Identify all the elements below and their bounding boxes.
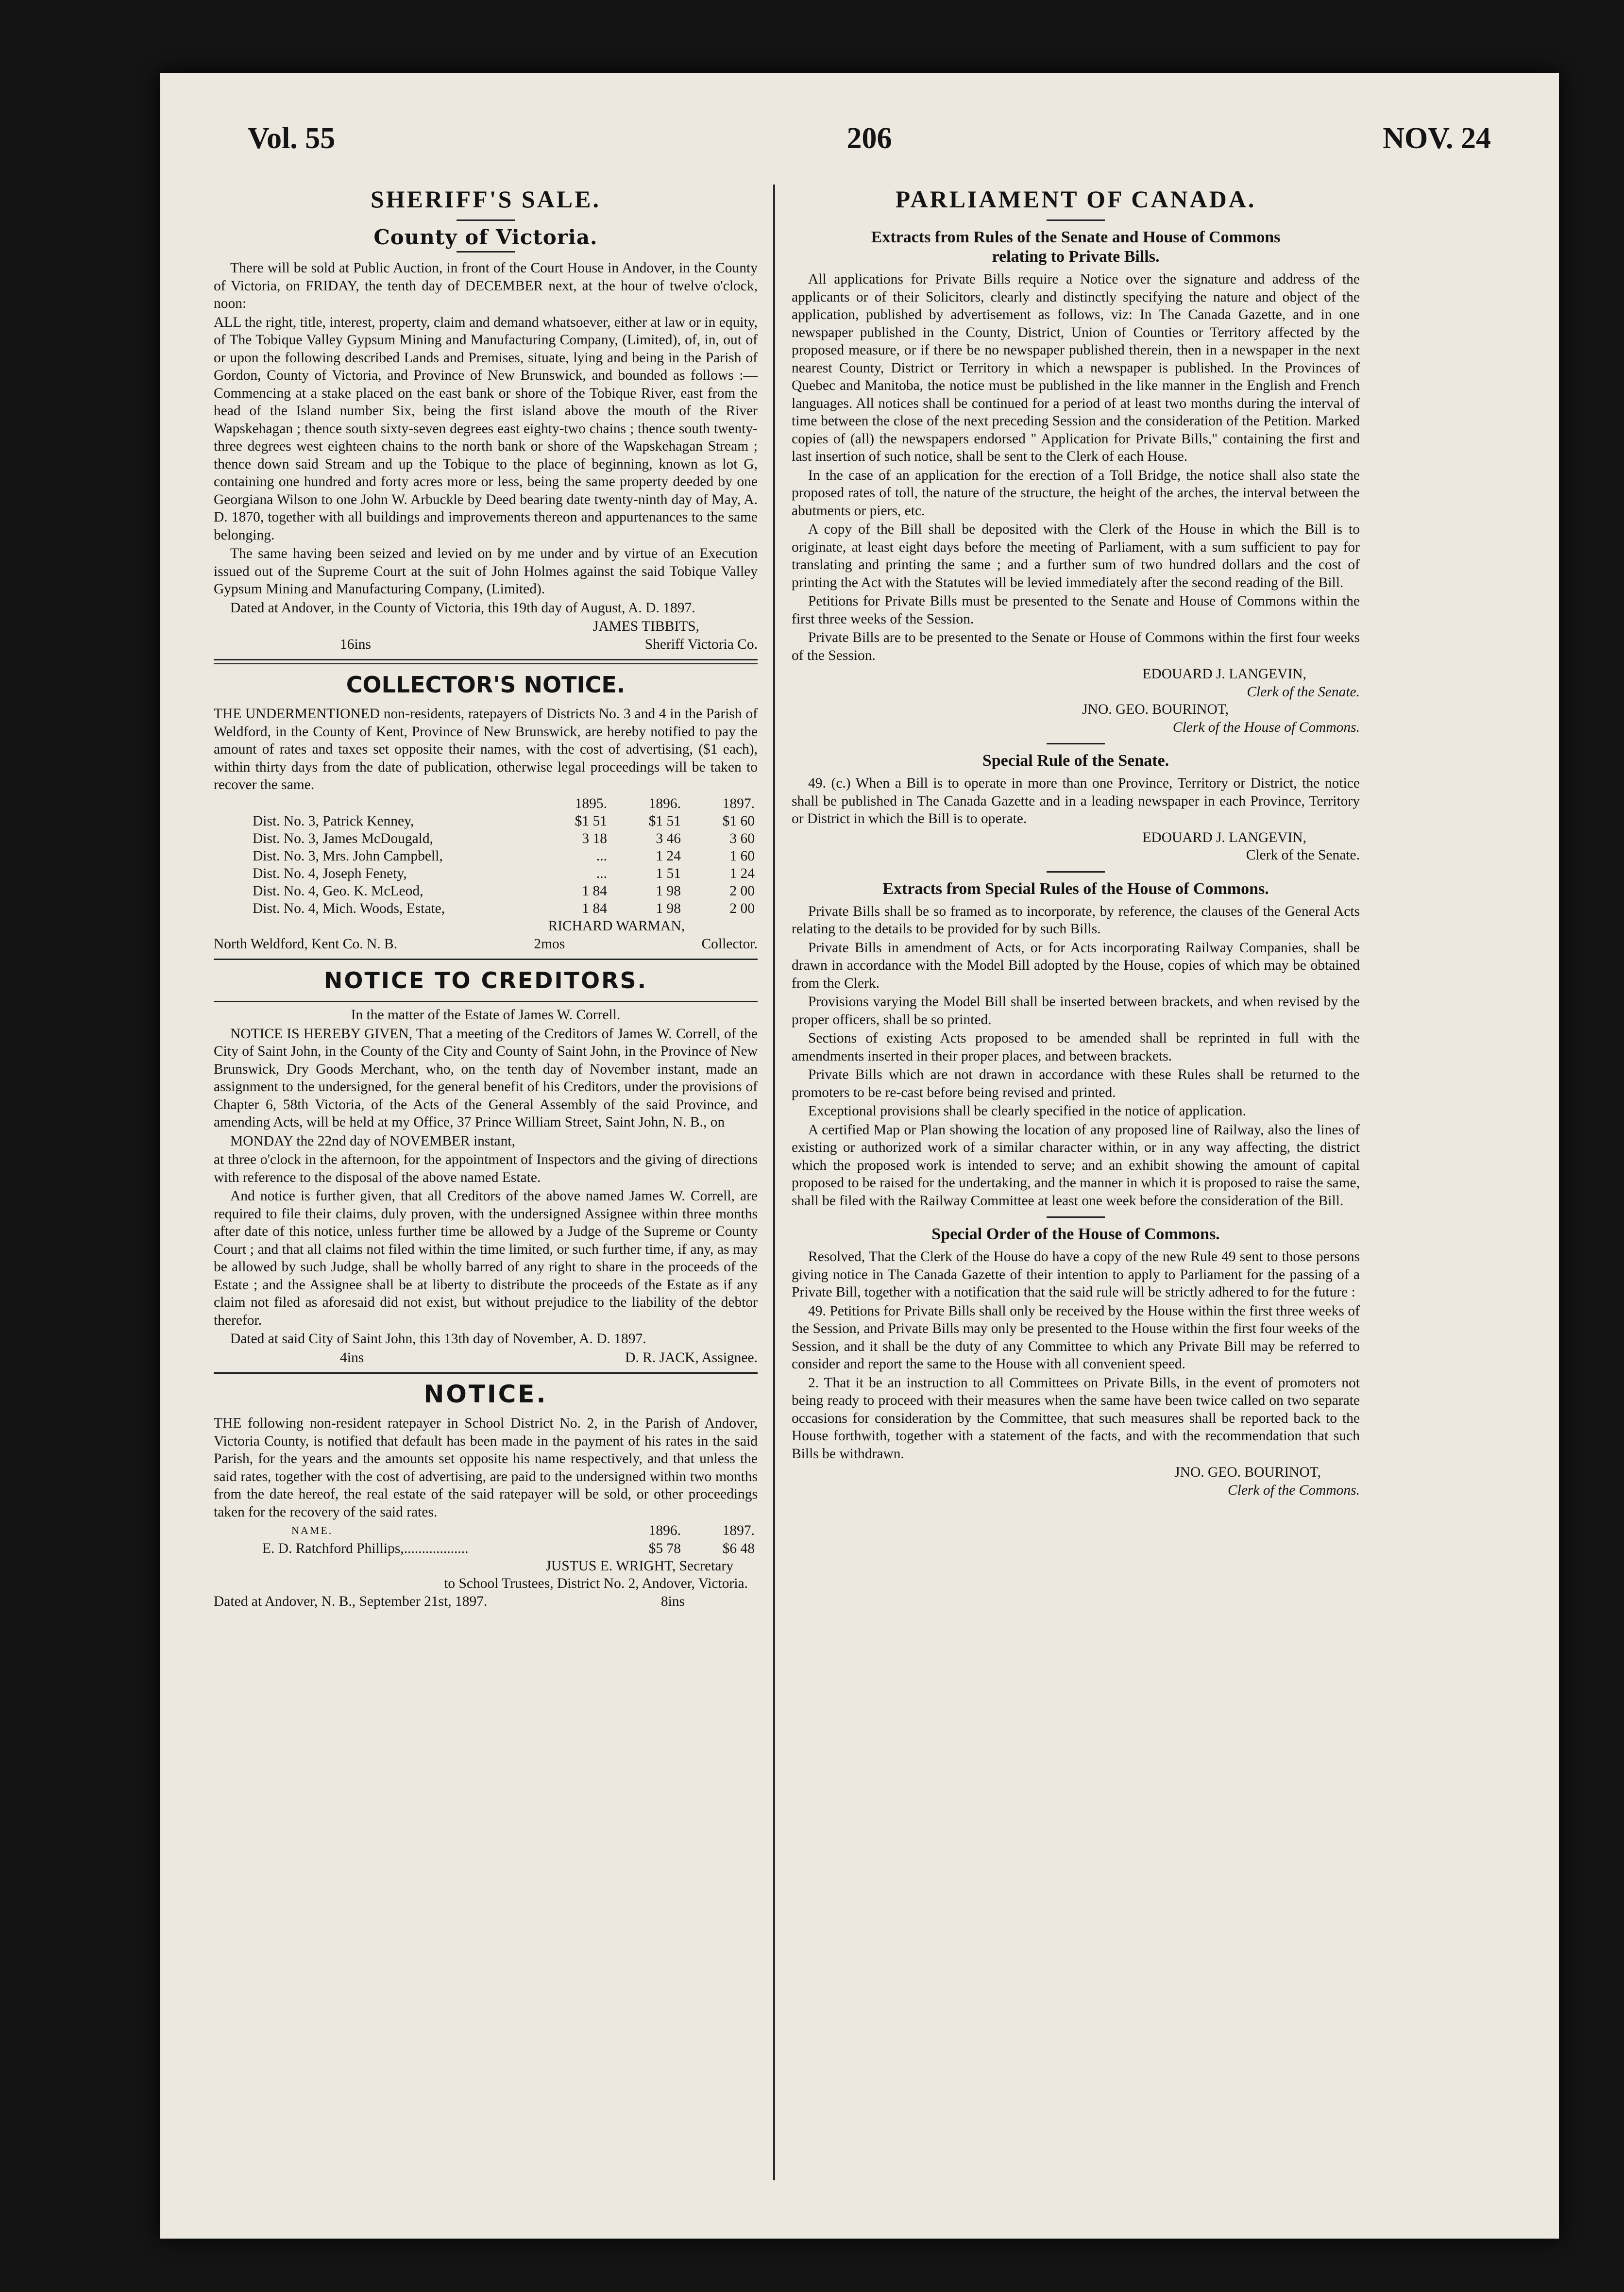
table-row [214, 1540, 758, 1557]
row-val: 1 51 [656, 866, 681, 881]
divider [214, 959, 758, 960]
parliament-p10: Sections of existing Acts proposed to be amended shall be reprinted in full with the amendments inserted in their proper places, and between brackets. [792, 1030, 1360, 1064]
school-notice-title: NOTICE. [423, 1380, 548, 1408]
parliament-sub1: Extracts from Rules of the Senate and House of Commons relating to Private Bills. [871, 228, 1281, 266]
creditors-p2: MONDAY the 22nd day of NOVEMBER instant, [230, 1133, 515, 1149]
collector-notice [214, 670, 758, 953]
row-name: Dist. No. 4, Joseph Fenety, [253, 866, 407, 881]
school-notice-ins: 8ins [660, 1593, 685, 1609]
parliament-p3: A copy of the Bill shall be deposited with the Clerk of the House in which the Bill is to originate, at least eight days before the meeting of Parliament, with a sum sufficient to pay for translating and printing the same ; and a further sum of two hundred dollars and the cost of printing the Act with the Statutes will be levied immediately after the second reading of the Bill. [792, 522, 1360, 590]
row-val: 1 98 [656, 901, 681, 916]
sheriff-sale-title: SHERIFF'S SALE. [370, 185, 601, 213]
divider [214, 1001, 758, 1002]
row-name: Dist. No. 3, Mrs. John Campbell, [253, 848, 443, 864]
row-val: ... [596, 848, 607, 864]
sig-langevin-2: EDOUARD J. LANGEVIN, [1142, 829, 1306, 845]
table-row [214, 882, 758, 900]
creditors-signer: D. R. JACK, Assignee. [625, 1349, 758, 1365]
table-row [214, 830, 758, 847]
collector-signer-title: Collector. [701, 936, 758, 952]
divider [214, 659, 758, 664]
row-val: 1 84 [582, 883, 607, 899]
parliament-p8: Private Bills in amendment of Acts, or for Acts incorporating Railway Companies, shall be drawn in accordance with the Model Bill adopted by the House, copies of which may be obtained from the Clerk. [792, 940, 1360, 991]
sheriff-p3: The same having been seized and levied on by me under and by virtue of an Execution issued out of the Supreme Court at the suit of John Holmes against the said Tobique Valley Gypsum Mining and Manufacturing Company, (Limited). [214, 546, 758, 597]
right-column [792, 180, 1360, 2200]
divider [214, 1372, 758, 1374]
page-header [248, 121, 1491, 175]
divider [1047, 1216, 1105, 1218]
parliament-p5: Private Bills are to be presented to the Senate or House of Commons within the first four weeks of the Session. [792, 630, 1360, 663]
sig-bourinot: JNO. GEO. BOURINOT, [1082, 702, 1229, 717]
row-name: E. D. Ratchford Phillips,.................. [262, 1540, 469, 1556]
parliament-p14: Resolved, That the Clerk of the House do have a copy of the new Rule 49 sent to those persons giving notice in The Canada Gazette of their intention to apply to Parliament for the passing of a Private Bill, together with a notification that the said rule will be strictly adhered to for the future : [792, 1249, 1360, 1300]
collector-mos: 2mos [534, 936, 565, 952]
parliament-p15: 49. Petitions for Private Bills shall only be received by the House within the first three weeks of the Session, and Private Bills may only be presented to the House within the first four weeks of the Session, and it shall be the duty of any Committee to which any Private Bill may be referred to consider and report the same to the House with all convenient speed. [792, 1303, 1360, 1372]
sig-bourinot-2-title: Clerk of the Commons. [1227, 1482, 1360, 1498]
row-val: 1 84 [582, 901, 607, 916]
collector-place: North Weldford, Kent Co. N. B. [214, 936, 398, 952]
row-val: 1 24 [729, 866, 755, 881]
name-label: NAME. [291, 1524, 333, 1537]
sheriff-sale-notice [214, 185, 758, 653]
row-name: Dist. No. 4, Mich. Woods, Estate, [253, 901, 445, 916]
sheriff-signature-row [214, 636, 758, 654]
row-val: $6 48 [722, 1540, 755, 1556]
year-1897: 1897. [722, 795, 755, 811]
parliament-p6: 49. (c.) When a Bill is to operate in more than one Province, Territory or District, the notice shall be published in The Canada Gazette and in a leading newspaper in each Province, Territory or District in which the Bill is to operate. [792, 775, 1360, 826]
creditors-p1: NOTICE IS HEREBY GIVEN, That a meeting of the Creditors of James W. Correll, of the City of Saint John, in the County of the City and County of Saint John, in the Province of New Brunswick, Dry Goods Merchant, who, on the tenth day of November instant, made an assignment to the undersigned, for the general benefit of his Creditors, under the provisions of Chapter 6, 58th Victoria, of the Acts of the General Assembly of the said Province, and amending Acts, will be held at my Office, 37 Prince William Street, Saint John, N. B., on [214, 1026, 758, 1130]
collector-signature-row [214, 935, 758, 953]
table-row [214, 812, 758, 830]
row-name: Dist. No. 3, Patrick Kenney, [253, 813, 414, 829]
year-1896: 1896. [648, 795, 681, 811]
row-val: 1 60 [729, 848, 755, 864]
school-notice-table-header [214, 1522, 758, 1540]
table-row [214, 865, 758, 882]
divider [457, 251, 515, 253]
row-val: 3 60 [729, 831, 755, 846]
creditors-signature-row [214, 1349, 758, 1367]
divider [457, 219, 515, 221]
school-notice [214, 1380, 758, 1610]
issue-date: NOV. 24 [1383, 122, 1491, 155]
page-number: 206 [846, 122, 892, 155]
school-notice-dated-row [214, 1593, 758, 1611]
parliament-p4: Petitions for Private Bills must be presented to the Senate and House of Commons within the first three weeks of the Session. [792, 593, 1360, 627]
sig-bourinot-2: JNO. GEO. BOURINOT, [1174, 1465, 1321, 1480]
newspaper-page [160, 73, 1559, 2239]
sig-bourinot-title: Clerk of the House of Commons. [1172, 719, 1360, 735]
creditors-title: NOTICE TO CREDITORS. [323, 967, 648, 994]
divider [1047, 743, 1105, 744]
collector-table [214, 795, 758, 918]
creditors-p5: Dated at said City of Saint John, this 13th day of November, A. D. 1897. [230, 1331, 646, 1347]
collector-title: COLLECTOR'S NOTICE. [346, 672, 626, 698]
parliament-p1: All applications for Private Bills require a Notice over the signature and address of the applicants or of their Solicitors, clearly and distinctly specifying the nature and object of the application, published by advertisement as follows, viz: In The Canada Gazette, and in one newspaper published in the County, District, Union of Counties or Territory affected by the proposed measure, or if there be no newspaper published therein, then in a newspaper in the next nearest County, District or Territory in which a newspaper is published. In the Provinces of Quebec and Manitoba, the notice must be published in the like manner in the English and French languages. All notices shall be continued for a period of at least two months during the interval of time between the close of the next preceding Session and the consideration of the Petition. Marked copies of (all) the newspapers endorsed " Application for Private Bills," containing the first and last insertion of such notice, shall be sent to the Clerk of each House. [792, 271, 1360, 464]
sig-langevin-2-title: Clerk of the Senate. [1246, 847, 1360, 863]
row-val: $5 78 [648, 1540, 681, 1556]
sheriff-p4: Dated at Andover, in the County of Victoria, this 19th day of August, A. D. 1897. [230, 600, 695, 616]
parliament-sub2: Special Rule of the Senate. [982, 752, 1169, 770]
row-name: Dist. No. 4, Geo. K. McLeod, [253, 883, 423, 899]
row-val: 3 46 [656, 831, 681, 846]
row-val: 3 18 [582, 831, 607, 846]
parliament-p9: Provisions varying the Model Bill shall be inserted between brackets, and when revised by the proper officers, shall be so printed. [792, 994, 1360, 1028]
row-val: $1 51 [575, 813, 607, 829]
divider [1047, 219, 1105, 221]
parliament-sub4: Special Order of the House of Commons. [931, 1225, 1220, 1243]
table-row [214, 900, 758, 917]
creditors-matter: In the matter of the Estate of James W. Correll. [351, 1007, 621, 1023]
creditors-p3: at three o'clock in the afternoon, for the appointment of Inspectors and the giving of directions with reference to the disposal of the above named Estate. [214, 1152, 758, 1185]
volume-label: Vol. 55 [248, 122, 336, 155]
row-val: 2 00 [729, 901, 755, 916]
year-1895: 1895. [575, 795, 607, 811]
school-notice-dated: Dated at Andover, N. B., September 21st, 1897. [214, 1593, 488, 1609]
school-notice-p1: THE following non-resident ratepayer in School District No. 2, in the Parish of Andover, Victoria County, is notified that default has been made in the payment of his rates in the said Parish, for the years and the amounts set opposite his name respectively, and that unless the said rates, together with the cost of advertising, are paid to the undersigned within two months from the date hereof, the real estate of the said ratepayer will be sold, or other proceedings taken for the recovery of the said rates. [214, 1416, 758, 1520]
table-row [214, 847, 758, 865]
parliament-p12: Exceptional provisions shall be clearly specified in the notice of application. [808, 1103, 1246, 1119]
row-name: Dist. No. 3, James McDougald, [253, 831, 433, 846]
row-val: 1 24 [656, 848, 681, 864]
row-val: 2 00 [729, 883, 755, 899]
collector-signer: RICHARD WARMAN, [548, 918, 685, 934]
parliament-sub3: Extracts from Special Rules of the House of Commons. [882, 879, 1269, 898]
row-val: 1 98 [656, 883, 681, 899]
row-val: $1 51 [648, 813, 681, 829]
sig-langevin: EDOUARD J. LANGEVIN, [1142, 666, 1306, 682]
column-divider [773, 185, 775, 2180]
creditors-notice [214, 966, 758, 1366]
sheriff-p1: There will be sold at Public Auction, in front of the Court House in Andover, in the County of Victoria, on FRIDAY, the tenth day of DECEMBER next, at the hour of twelve o'clock, noon: [214, 260, 758, 311]
sheriff-p2: ALL the right, title, interest, property, claim and demand whatsoever, either at law or in equity, of The Tobique Valley Gypsum Mining and Manufacturing Company, (Limited), of, in, out of or upon the following described Lands and Premises, situate, lying and being in the Parish of Gordon, County of Victoria, and Province of New Brunswick, and bounded as follows :—Commencing at a stake placed on the east bank or shore of the Tobique River, east from the head of the Island number Six, being the first island above the mouth of the River Wapskehagan ; thence south sixty-seven degrees east eighty-two chains ; thence south twenty-three degrees west eighteen chains to the north bank or shore of the Wapskehagan Stream ; thence down said Stream and up the Tobique to the place of beginning, known as lot G, containing one hundred and forty acres more or less, being the same property deeded by one Georgiana Wilson to one John W. Arbuckle by Deed bearing date twenty-ninth day of May, A. D. 1870, together with all buildings and improvements thereon and appurtenances to the same belonging. [214, 314, 758, 543]
sheriff-signer-title: Sheriff Victoria Co. [644, 636, 758, 652]
sheriff-ins: 16ins [340, 636, 371, 652]
year-1896: 1896. [648, 1523, 681, 1538]
parliament-p11: Private Bills which are not drawn in accordance with these Rules shall be returned to the promoters to be re-cast before being revised and printed. [792, 1067, 1360, 1100]
year-1897: 1897. [722, 1523, 755, 1538]
row-val: $1 60 [722, 813, 755, 829]
sheriff-sale-subtitle: County of Victoria. [373, 225, 598, 249]
divider [1047, 871, 1105, 873]
sig-langevin-title: Clerk of the Senate. [1247, 684, 1360, 700]
creditors-p4: And notice is further given, that all Creditors of the above named James W. Correll, are required to file their claims, duly proven, with the undersigned Assignee within three months after date of this notice, unless further time be allowed by a Judge of the Supreme or County Court ; and that all claims not filed within the time limited, or such further time, if any, as may be allowed by such Judge, shall be wholly barred of any right to share in the proceeds of the Estate ; and the Assignee shall be at liberty to distribute the proceeds of the Estate as if any claim not filed as aforesaid did not exist, but without prejudice to the liability of the debtor therefor. [214, 1188, 758, 1328]
collector-p1: THE UNDERMENTIONED non-residents, ratepayers of Districts No. 3 and 4 in the Parish of Weldford, in the County of Kent, Province of New Brunswick, are hereby notified to pay the amount of rates and taxes set opposite their names, with the cost of advertising, ($1 each), within thirty days from the date of publication, otherwise legal proceedings will be taken to recover the same. [214, 706, 758, 792]
parliament-p13: A certified Map or Plan showing the location of any proposed line of Railway, also the lines of existing or authorized work of a similar character within, or in any way affecting, the district which the proposed work is intended to serve; and an exhibit showing the amount of capital proposed to be raised for the undertaking, and the manner in which it is proposed to raise the same, shall be filed with the Railway Committee at least one week before the consideration of the Bill. [792, 1122, 1360, 1209]
parliament-title: PARLIAMENT OF CANADA. [895, 185, 1256, 213]
left-column [214, 180, 758, 2200]
creditors-ins: 4ins [340, 1349, 364, 1365]
parliament-p2: In the case of an application for the erection of a Toll Bridge, the notice shall also state the proposed rates of toll, the nature of the structure, the height of the arches, the interval between the abutments or piers, etc. [792, 467, 1360, 519]
school-notice-table [214, 1522, 758, 1557]
school-notice-signer: JUSTUS E. WRIGHT, Secretary [545, 1558, 733, 1574]
school-notice-signer2: to School Trustees, District No. 2, Andover, Victoria. [444, 1576, 748, 1591]
sheriff-signer: JAMES TIBBITS, [592, 619, 699, 634]
parliament-p16: 2. That it be an instruction to all Committees on Private Bills, in the event of promoters not being ready to proceed with their measures when the same have been twice called on two separate occasions for consideration by the Committee, that such measures shall be reported back to the House forthwith, together with a statement of the facts, and with the recommendation that such Bills be withdrawn. [792, 1375, 1360, 1462]
collector-table-header [214, 795, 758, 813]
parliament-p7: Private Bills shall be so framed as to incorporate, by reference, the clauses of the General Acts relating to the details to be provided for by such Bills. [792, 903, 1360, 937]
row-val: ... [596, 866, 607, 881]
